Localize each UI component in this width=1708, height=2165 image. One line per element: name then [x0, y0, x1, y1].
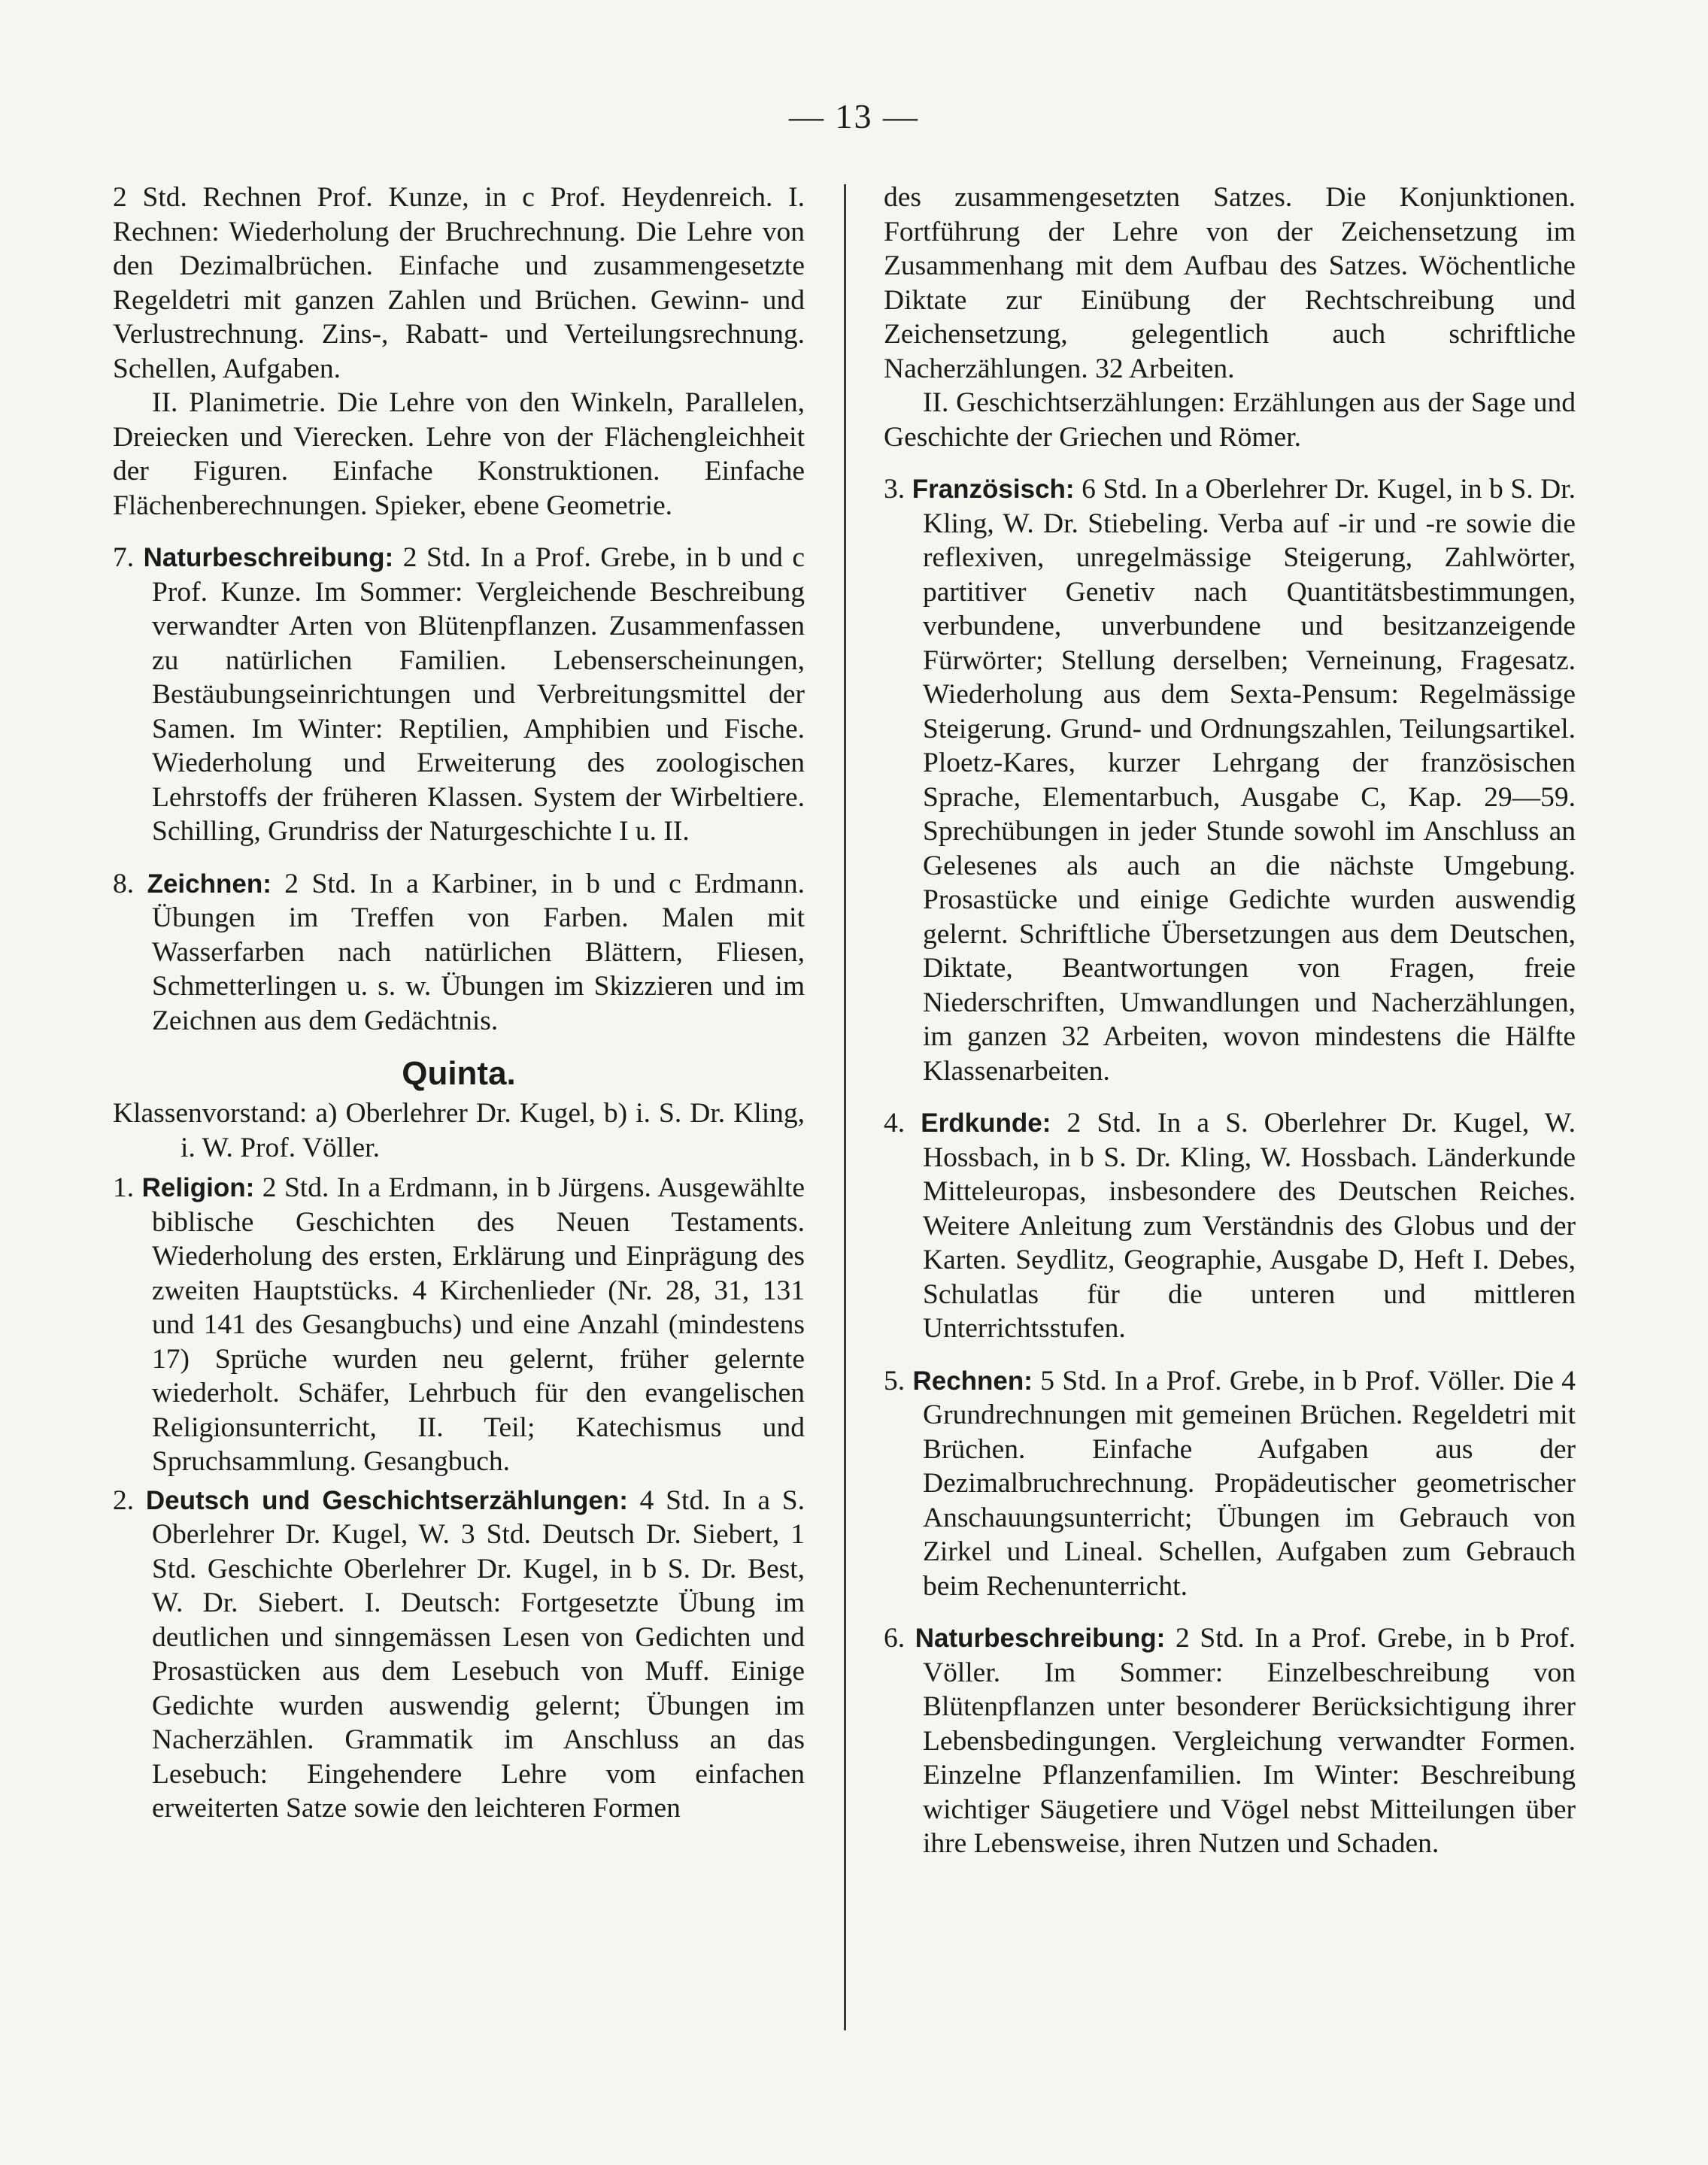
- item-number: 8.: [113, 868, 135, 899]
- item-rechnen-5: [884, 1364, 1576, 1604]
- item-naturbeschreibung-6: [884, 1621, 1576, 1861]
- item-erdkunde-4: [884, 1106, 1576, 1346]
- paragraph-planimetrie: II. Planimetrie. Die Lehre von den Winkeln, Parallelen, Dreiecken und Vierecken. Lehre von der Flächengleichheit der Figuren. Einfache Konstruktionen. Einfache Flächenberechnungen. Spieker, ebene Geometrie.: [113, 387, 805, 521]
- item-subject: Rechnen:: [912, 1366, 1033, 1396]
- item-subject: Religion:: [141, 1173, 255, 1202]
- item-text: 4 Std. In a S. Oberlehrer Dr. Kugel, W. 3 Std. Deutsch Dr. Siebert, 1 Std. Geschichte Oberlehrer Dr. Kugel, in b S. Dr. Best, W. Dr. Siebert. I. Deutsch: Fortgesetzte Übung im deutlichen und sinngemässen Lesen von Gedichten und Prosastücken aus dem Lesebuch von Muff. Einige Gedichte wurden auswendig gelernt; Übungen im Nacherzählen. Grammatik im Anschluss an das Lesebuch: Eingehendere Lehre vom einfachen erweiterten Satze sowie den leichteren Formen: [152, 1484, 805, 1824]
- item-number: 1.: [113, 1172, 135, 1203]
- item-text: 2 Std. In a Erdmann, in b Jürgens. Ausgewählte biblische Geschichten des Neuen Testaments. Wiederholung des ersten, Erklärung und Einprägung des zweiten Hauptstücks. 4 Kirchenlieder (Nr. 28, 31, 131 und 141 des Gesangbuchs) und eine Anzahl (mindestens 17) Sprüche wurden neu gelernt, früher gelernte wiederholt. Schäfer, Lehrbuch für den evangelischen Religionsunterricht, II. Teil; Katechismus und Spruchsammlung. Gesangbuch.: [152, 1172, 805, 1477]
- item-subject: Erdkunde:: [921, 1108, 1051, 1138]
- section-heading: Quinta.: [402, 1055, 516, 1092]
- item-number: 2.: [113, 1484, 135, 1516]
- item-naturbeschreibung-7: [113, 541, 805, 849]
- right-column: [884, 180, 1576, 1861]
- item-franzoesisch-3: [884, 472, 1576, 1088]
- item-number: 6.: [884, 1623, 906, 1654]
- item-text: 5 Std. In a Prof. Grebe, in b Prof. Völler. Die 4 Grundrechnungen mit gemeinen Brüchen. Regeldetri mit Brüchen. Einfache Aufgaben aus der Dezimalbruchrechnung. Propädeutischer geometrischer Anschauungsunterricht; Übungen im Gebrauch von Zirkel und Lineal. Schellen, Aufgaben zum Gebrauch beim Rechenunterricht.: [923, 1365, 1576, 1602]
- item-number: 7.: [113, 542, 135, 573]
- item-subject: Zeichnen:: [147, 869, 272, 899]
- item-text: 6 Std. In a Oberlehrer Dr. Kugel, in b S. Dr. Kling, W. Dr. Stiebeling. Verba auf -ir und -re sowie die reflexiven, unregelmässige Steigerung, Zahlwörter, partitiver Genetiv nach Quantitätsbestimmungen, verbundene, unverbundene und besitzanzeigende Fürwörter; Stellung derselben; Verneinung, Fragesatz. Wiederholung aus dem Sexta-Pensum: Regelmässige Steigerung. Grund- und Ordnungszahlen, Teilungsartikel. Ploetz-Kares, kurzer Lehrgang der französischen Sprache, Elementarbuch, Ausgabe C, Kap. 29—59. Sprechübungen in jeder Stunde sowohl im Anschluss an Gelesenes als auch an die nächste Umgebung. Prosastücke und einige Gedichte wurden auswendig gelernt. Schriftliche Übersetzungen aus dem Deutschen, Diktate, Beantwortungen von Fragen, freie Niederschriften, Umwandlungen und Nacherzählungen, im ganzen 32 Arbeiten, wovon mindestens die Hälfte Klassenarbeiten.: [923, 474, 1576, 1087]
- column-divider: [844, 184, 846, 2030]
- item-number: 5.: [884, 1365, 906, 1396]
- item-subject: Französisch:: [912, 475, 1075, 504]
- left-column: [113, 180, 805, 1826]
- item-number: 4.: [884, 1108, 906, 1139]
- paragraph-rechnen: 2 Std. Rechnen Prof. Kunze, in c Prof. Heydenreich. I. Rechnen: Wiederholung der Bruchrechnung. Die Lehre von den Dezimalbrüchen. Einfache und zusammengesetzte Regeldetri mit ganzen Zahlen und Brüchen. Gewinn- und Verlustrechnung. Zins-, Rabatt- und Verteilungsrechnung. Schellen, Aufgaben.: [113, 182, 805, 384]
- item-text: 2 Std. In a Prof. Grebe, in b Prof. Völler. Im Sommer: Einzelbeschreibung von Blütenpflanzen unter besonderer Berücksichtigung ihrer Lebensbedingungen. Vergleichung verwandter Formen. Einzelne Pflanzenfamilien. Im Winter: Beschreibung wichtiger Säugetiere und Vögel nebst Mitteilungen über ihre Lebensweise, ihren Nutzen und Schaden.: [923, 1623, 1576, 1859]
- item-religion-1: [113, 1171, 805, 1479]
- item-text: 2 Std. In a Karbiner, in b und c Erdmann. Übungen im Treffen von Farben. Malen mit Wasserfarben nach natürlichen Blättern, Fliesen, Schmetterlingen u. s. w. Übungen im Skizzieren und im Zeichnen aus dem Gedächtnis.: [152, 868, 805, 1036]
- item-subject: Naturbeschreibung:: [915, 1624, 1166, 1653]
- paragraph-geschichte: II. Geschichtserzählungen: Erzählungen aus der Sage und Geschichte der Griechen und Römer.: [884, 387, 1576, 453]
- item-text: 2 Std. In a S. Oberlehrer Dr. Kugel, W. Hossbach, in b S. Dr. Kling, W. Hossbach. Länderkunde Mitteleuropas, insbesondere des Deutschen Reiches. Weitere Anleitung zum Verständnis des Globus und der Karten. Seydlitz, Geographie, Ausgabe D, Heft I. Debes, Schulatlas für die unteren und mittleren Unterrichtsstufen.: [923, 1108, 1576, 1344]
- page-number: — 13 —: [789, 97, 919, 135]
- klassenvorstand: Klassenvorstand: a) Oberlehrer Dr. Kugel, b) i. S. Dr. Kling, i. W. Prof. Völler.: [113, 1098, 805, 1163]
- item-subject: Naturbeschreibung:: [143, 543, 394, 572]
- item-zeichnen-8: [113, 867, 805, 1039]
- paragraph-deutsch-continued: des zusammengesetzten Satzes. Die Konjunktionen. Fortführung der Lehre von der Zeichensetzung im Zusammenhang mit dem Aufbau des Satzes. Wöchentliche Diktate zur Einübung der Rechtschreibung und Zeichensetzung, gelegentlich auch schriftliche Nacherzählungen. 32 Arbeiten.: [884, 182, 1576, 384]
- item-number: 3.: [884, 474, 906, 505]
- item-text: 2 Std. In a Prof. Grebe, in b und c Prof. Kunze. Im Sommer: Vergleichende Beschreibung verwandter Arten von Blütenpflanzen. Zusammenfassen zu natürlichen Familien. Lebenserscheinungen, Bestäubungseinrichtungen und Verbreitungsmittel der Samen. Im Winter: Reptilien, Amphibien und Fische. Wiederholung und Erweiterung des zoologischen Lehrstoffs der früheren Klassen. System der Wirbeltiere. Schilling, Grundriss der Naturgeschichte I u. II.: [152, 542, 805, 847]
- item-subject: Deutsch und Geschichtserzählungen:: [145, 1485, 628, 1515]
- item-deutsch-2: [113, 1484, 805, 1826]
